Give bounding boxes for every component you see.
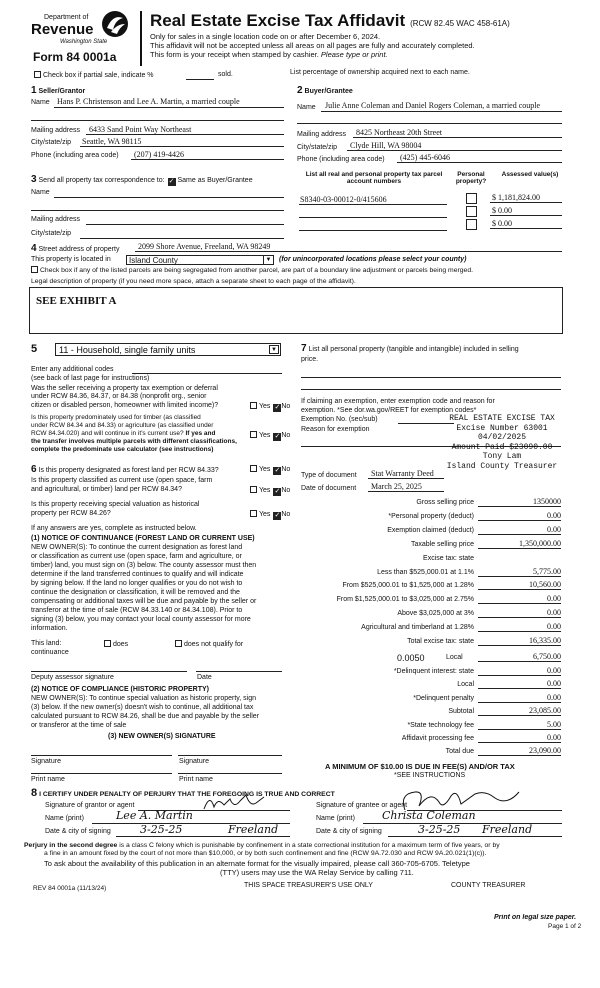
notice-3-title: (3) NEW OWNER(S) SIGNATURE (108, 733, 216, 740)
seller-phone-line (131, 159, 284, 160)
grantee-name-line (363, 823, 562, 824)
calc-label: From $525,000.01 to $1,525,000 at 1.28% (342, 582, 474, 590)
same-as-buyer-checkbox[interactable]: ✓ (168, 178, 175, 185)
assessed-line-1 (490, 202, 562, 203)
calc-line (478, 520, 561, 521)
does-option: does (104, 640, 128, 649)
calc-value[interactable]: 10,560.00 (529, 580, 561, 590)
header-note-2: This affidavit will not be accepted unless all areas on all pages are fully and accurately completed. (150, 41, 475, 50)
personal-property-checkbox-3[interactable] (466, 219, 477, 230)
claim-exemption-2: exemption. *See dor.wa.gov/REET for exemption codes* (301, 407, 477, 414)
calc-line (478, 715, 561, 716)
chevron-down-icon: ▼ (269, 345, 279, 354)
partial-sold: sold. (218, 71, 233, 78)
buyer-extra-line (297, 123, 562, 124)
owner-print-line-1 (31, 773, 172, 774)
s2-heading: 2 Buyer/Grantee (297, 85, 353, 96)
seller-city-line (80, 146, 284, 147)
calc-label: *Delinquent penalty (413, 694, 474, 702)
exemption-question-1: Was the seller receiving a property tax exemption or deferral (31, 385, 218, 392)
grantor-signature[interactable] (200, 791, 280, 813)
deputy-date-line (196, 671, 282, 672)
s6-q1-yes-no: Yes ✓No (250, 465, 290, 475)
seller-extra-line (31, 120, 284, 121)
see-back-note: (see back of last page for instructions) (31, 375, 150, 382)
s6-q1-no-checkbox[interactable]: ✓ (274, 467, 281, 474)
chevron-down-icon: ▼ (263, 256, 273, 264)
calc-value[interactable]: 0.00 (547, 510, 561, 520)
grantor-sig-label: Signature of grantor or agent (45, 802, 135, 809)
calc-line (478, 645, 561, 646)
seller-phone-label: Phone (including area code) (31, 152, 119, 159)
timber-question-4: the transfer involves multiple parcels with different classifications, (31, 438, 237, 445)
notice-1-line-10: information. (31, 625, 68, 632)
partial-sale-row: Check box if partial sale, indicate % (34, 71, 154, 80)
buyer-name-label: Name (297, 104, 316, 111)
calc-value[interactable]: 0.00 (547, 679, 561, 689)
seller-name-label: Name (31, 99, 50, 106)
legal-paper-note: Print on legal size paper. (494, 914, 577, 921)
buyer-name-value[interactable]: Julie Anne Coleman and Daniel Rogers Coleman, a married couple (325, 101, 541, 110)
notice-1-line-8: transferor at the time of sale (RCW 84.33.140 or 84.34.108). Prior to (31, 607, 243, 614)
buyer-city-label: City/state/zip (297, 144, 338, 151)
seller-mail-line (86, 134, 284, 135)
calc-line (478, 506, 561, 507)
notice-2-line-3: calculated pursuant to RCW 84.26, shall be due and payable by the seller (31, 713, 260, 720)
s5-number: 5 (31, 343, 38, 355)
s6-q3-line2: property per RCW 84.26? (31, 510, 111, 517)
partial-pct-line (186, 79, 214, 80)
calc-value[interactable]: 23,090.00 (529, 746, 561, 756)
page-number: Page 1 of 2 (548, 923, 582, 930)
personal-list-line-1 (301, 377, 561, 378)
unincorporated-note: (for unincorporated locations please select your county) (279, 256, 467, 263)
s6-q3-line1: Is this property receiving special valuation as historical (31, 501, 200, 508)
calc-value[interactable]: 23,085.00 (529, 706, 561, 716)
calc-label: Gross selling price (416, 499, 474, 506)
local-rate-label: Local (446, 654, 463, 661)
buyer-name-line (321, 111, 562, 112)
personal-col-header: Personal property? (455, 171, 487, 186)
calc-label: Total excise tax: state (407, 638, 474, 645)
buyer-mail-label: Mailing address (297, 131, 347, 138)
calc-value[interactable]: 0.00 (547, 608, 561, 618)
assessed-value-2[interactable]: $ 0.00 (492, 206, 512, 215)
notice-2-line-2: (3) below. If the new owner(s) doesn't wish to continue, all additional tax (31, 704, 254, 711)
deputy-sig-line (31, 671, 187, 672)
notice-2-title: (2) NOTICE OF COMPLIANCE (HISTORIC PROPERTY) (31, 686, 209, 693)
grantor-name-label: Name (print) (45, 815, 84, 822)
grantee-date-hand[interactable]: 3-25-25 (418, 823, 461, 836)
header-note-3: This form is your receipt when stamped by cashier. Please type or print. (150, 50, 388, 59)
buyer-city-value[interactable]: Clyde Hill, WA 98004 (350, 141, 422, 150)
buyer-mail-value[interactable]: 8425 Northeast 20th Street (356, 128, 442, 137)
seller-name-line (54, 107, 284, 108)
s5-q1-yes-no: Yes ✓No (250, 402, 290, 412)
s6-q1: 6 Is this property designated as forest land per RCW 84.33? (31, 464, 219, 475)
calc-label: *State technology fee (407, 721, 474, 729)
calc-label: Exemption claimed (deduct) (387, 526, 474, 534)
calc-label: Affidavit processing fee (401, 735, 474, 742)
property-street-value[interactable]: 2099 Shore Avenue, Freeland, WA 98249 (138, 242, 271, 251)
calc-label: *Personal property (deduct) (388, 512, 474, 520)
doc-date-line (368, 491, 444, 492)
notice-1-line-9: signing (3) below, you may contact your local county assessor for more (31, 616, 251, 623)
s6-q2-yes-checkbox[interactable] (250, 486, 257, 493)
timber-question-3: RCW 84.34.020) and will continue in it's current use? If yes and (31, 430, 216, 437)
s8-heading: 8 I CERTIFY UNDER PENALTY OF PERJURY THAT THE FOREGOING IS TRUE AND CORRECT (31, 787, 335, 799)
s3-city-label: City/state/zip (31, 230, 72, 237)
calc-label: Local (457, 681, 474, 689)
grantor-date-label: Date & city of signing (45, 828, 111, 835)
notice-2-line-4: or transferor at the time of sale (31, 722, 127, 729)
exemption-reason-label: Reason for exemption (301, 426, 370, 433)
revenue-wordmark: Revenue (31, 21, 94, 38)
dept-line: Department of (44, 14, 89, 21)
this-land-continuance: continuance (31, 649, 69, 656)
owner-print-label-2: Print name (179, 776, 213, 783)
s6-q3-no-checkbox[interactable]: ✓ (274, 512, 281, 519)
does-not-option: does not qualify for (175, 640, 243, 649)
personal-property-checkbox-2[interactable] (466, 206, 477, 217)
calc-label: Agricultural and timberland at 1.28% (361, 624, 474, 632)
buyer-phone-line (397, 162, 562, 163)
local-rate: 0.0050 (397, 653, 425, 663)
calc-label: Less than $525,000.01 at 1.1% (377, 568, 474, 576)
segregated-row: Check box if any of the listed parcels are being segregated from another parcel, are part of a boundary line adjustment or parcels being merged. (31, 266, 473, 275)
s6-q2-line1: Is this property classified as current use (open space, farm (31, 477, 213, 484)
notice-1-line-6: continue the designation or classification, it will be removed and the (31, 589, 240, 596)
calc-value[interactable]: 1350000 (533, 497, 561, 506)
assessed-value-1[interactable]: $ 1,181,824.00 (492, 193, 540, 202)
buyer-city-line (347, 150, 562, 151)
seller-phone-value[interactable]: (207) 419-4426 (134, 150, 184, 159)
assessed-col-header: Assessed value(s) (501, 171, 559, 178)
grantor-city-hand[interactable]: Freeland (228, 823, 279, 836)
treasurer-receipt-stamp: REAL ESTATE EXCISE TAX Excise Number 63001 04/02/2025 Amount Paid $23090.00 Tony Lam Island County Treasurer (446, 414, 558, 471)
notice-1-line-5: by signing below. If the land no longer qualifies or you do not wish to (31, 580, 243, 587)
calc-line (478, 742, 561, 743)
partial-sale-checkbox[interactable] (34, 71, 41, 78)
parcel-line-1 (299, 204, 447, 205)
assessed-line-3 (490, 228, 562, 229)
if-yes-note: If any answers are yes, complete as instructed below. (31, 525, 197, 532)
doc-type-line (368, 478, 444, 479)
s3-name-line (54, 197, 284, 198)
calc-label: Taxable selling price (410, 540, 474, 548)
legal-description-label: Legal description of property (if you need more space, attach a separate sheet to each page of the affidavit). (31, 278, 356, 285)
calc-value[interactable]: 1,350,000.00 (519, 538, 561, 548)
owner-sig-label-1: Signature (31, 758, 61, 765)
additional-codes-label: Enter any additional codes (31, 366, 114, 373)
owner-sig-line-2 (178, 755, 282, 756)
calc-value[interactable]: 0.00 (547, 692, 561, 702)
located-label: This property is located in (31, 256, 111, 263)
buyer-phone-label: Phone (including area code) (297, 156, 385, 163)
header-note-1: Only for sales in a single location code on or after December 6, 2024. (150, 32, 381, 41)
s4-street-row: 4 Street address of property (31, 243, 120, 254)
s3-heading: 3 Send all property tax correspondence to: ✓ Same as Buyer/Grantee (31, 174, 253, 185)
grantee-name-label: Name (print) (316, 815, 355, 822)
s5-q1-yes-checkbox[interactable] (250, 402, 257, 409)
s7-heading: 7 List all personal property (tangible and intangible) included in selling (301, 343, 519, 354)
s3-city-line (80, 238, 284, 239)
s5-q1-no-checkbox[interactable]: ✓ (274, 404, 281, 411)
notice-1-title: (1) NOTICE OF CONTINUANCE (FOREST LAND OR CURRENT USE) (31, 535, 255, 542)
s6-q2-yes-no: Yes ✓No (250, 486, 290, 496)
grantee-date-label: Date & city of signing (316, 828, 382, 835)
grantee-date-line (388, 836, 562, 837)
s6-q2-no-checkbox[interactable]: ✓ (274, 488, 281, 495)
calc-line (478, 548, 561, 549)
s6-q3-yes-no: Yes ✓No (250, 510, 290, 520)
ownership-note: List percentage of ownership acquired next to each name. (290, 69, 470, 76)
perjury-note-1: Perjury in the second degree is a class C felony which is punishable by confinement in a state correctional institution for a maximum term of five years, or by (24, 842, 500, 849)
calc-label: Total due (445, 748, 474, 756)
minimum-fee-note: A MINIMUM OF $10.00 IS DUE IN FEE(S) AND/OR TAX (325, 762, 515, 771)
s5-q2-no-checkbox[interactable]: ✓ (274, 433, 281, 440)
tty-note: (TTY) users may use the WA Relay Service by calling 711. (220, 868, 414, 877)
doc-type-label: Type of document (301, 472, 357, 479)
calc-line (478, 755, 561, 756)
calc-line (478, 603, 561, 604)
calc-value[interactable]: 0.00 (547, 524, 561, 534)
segregated-checkbox[interactable] (31, 266, 38, 273)
parcel-line-2 (299, 217, 447, 218)
s3-mail-line (86, 224, 284, 225)
use-code-select[interactable]: 11 - Household, single family units ▼ (55, 343, 281, 356)
grantor-date-hand[interactable]: 3-25-25 (140, 823, 183, 836)
notice-1-line-7: compensating or additional taxes will be due and payable by the seller or (31, 598, 257, 605)
s3-name-label: Name (31, 189, 50, 196)
calc-line (478, 729, 561, 730)
form-number: Form 84 0001a (33, 50, 117, 64)
grantee-name-hand[interactable]: Christa Coleman (382, 809, 476, 822)
calc-line (478, 576, 561, 577)
notice-1-line-4: determine if the land transferred continues to qualify and will indicate (31, 571, 244, 578)
seller-name-value[interactable]: Hans P. Christenson and Lee A. Martin, a married couple (57, 97, 240, 106)
doc-date-value[interactable]: March 25, 2025 (371, 482, 422, 491)
legal-description-box[interactable]: SEE EXHIBIT A (29, 287, 563, 334)
calc-value[interactable]: 0.00 (547, 666, 561, 675)
parcel-col-header: List all real and personal property tax parcel account numbers (305, 171, 443, 186)
parcel-number[interactable]: S8340-03-00012-0/415606 (300, 195, 387, 204)
doc-type-value[interactable]: Stat Warranty Deed (371, 469, 434, 478)
page-title: Real Estate Excise Tax Affidavit (RCW 82.45 WAC 458-61A) (150, 11, 510, 30)
s6-q1-yes-checkbox[interactable] (250, 465, 257, 472)
buyer-phone-value[interactable]: (425) 445-6046 (400, 153, 450, 162)
owner-print-line-2 (178, 773, 282, 774)
local-tax-line (478, 661, 561, 662)
claim-exemption-1: If claiming an exemption, enter exemption code and reason for (301, 398, 495, 405)
owner-print-label-1: Print name (31, 776, 65, 783)
does-checkbox[interactable] (104, 640, 111, 647)
calc-value[interactable]: 16,335.00 (529, 636, 561, 645)
personal-list-line-2 (301, 389, 561, 390)
state-line: Washington State (60, 39, 108, 45)
grantor-name-hand[interactable]: Lee A. Martin (116, 809, 193, 822)
treasurer-use-only: THIS SPACE TREASURER'S USE ONLY (244, 882, 373, 889)
see-instructions: *SEE INSTRUCTIONS (394, 772, 466, 779)
owner-sig-label-2: Signature (179, 758, 209, 765)
revenue-logo-icon (101, 10, 129, 38)
calc-value[interactable]: 0.00 (547, 733, 561, 742)
alt-format-note: To ask about the availability of this publication in an alternate format for the visually impaired, please call 360-705-6705. Teletype (44, 859, 470, 868)
calc-value[interactable]: 5,775.00 (533, 566, 561, 576)
notice-1-line-1: NEW OWNER(S): To continue the current designation as forest land (31, 544, 243, 551)
parcel-line-3 (299, 230, 447, 231)
s3-mail-label: Mailing address (31, 216, 81, 223)
property-street-line (135, 251, 562, 252)
notice-1-line-3: timber) land, you must sign on (3) below. The county assessor must then (31, 562, 257, 569)
calc-line (478, 688, 561, 689)
calc-label: Subtotal (448, 708, 474, 716)
s6-q3-yes-checkbox[interactable] (250, 510, 257, 517)
calc-value[interactable]: 0.00 (547, 594, 561, 604)
grantee-city-hand[interactable]: Freeland (482, 823, 533, 836)
calc-label: *Delinquent interest: state (393, 668, 474, 675)
owner-sig-line-1 (31, 755, 172, 756)
timber-question-2: under RCW 84.34 and 84.33) or agriculture (as classified under (31, 422, 214, 429)
calc-line (478, 702, 561, 703)
calc-label: From $1,525,000.01 to $3,025,000 at 2.75% (336, 596, 474, 604)
deputy-sig-label: Deputy assessor signature (31, 674, 114, 681)
calc-line (478, 534, 561, 535)
assessed-value-3[interactable]: $ 0.00 (492, 219, 512, 228)
timber-question-1: Is this property predominately used for timber (as classified (31, 414, 201, 421)
s1-heading: 1 Seller/Grantor (31, 85, 86, 96)
exemption-number-label: Exemption No. (sec/sub) (301, 416, 378, 423)
calc-line (478, 589, 561, 590)
calc-line (478, 617, 561, 618)
grantee-sig-label: Signature of grantee or agent (316, 802, 408, 809)
local-tax-value[interactable]: 6,750.00 (533, 652, 561, 661)
calc-line (478, 631, 561, 632)
seller-mail-value[interactable]: 6433 Sand Point Way Northeast (89, 125, 192, 134)
s6-q2-line2: and agricultural, or timber) land per RCW 84.34? (31, 486, 182, 493)
notice-2-line-1: NEW OWNER(S): To continue special valuation as historic property, sign (31, 695, 256, 702)
county-treasurer: COUNTY TREASURER (451, 882, 526, 889)
perjury-note-2: a fine in an amount fixed by the court of not more than $10,000, or by both such confinement and fine (RCW 9A.72.030 and RCW 9A.20.021(1)(c)). (44, 850, 487, 857)
revision-number: REV 84 0001a (11/13/24) (33, 885, 107, 892)
buyer-mail-line (353, 137, 562, 138)
calc-value[interactable]: 5.00 (547, 719, 561, 729)
calc-label: Excise tax: state (423, 554, 474, 562)
county-select[interactable]: Island County ▼ (126, 255, 274, 265)
personal-property-checkbox-1[interactable] (466, 193, 477, 204)
notice-1-line-2: or classification as current use (open space, farm and agriculture, or (31, 553, 242, 560)
s3-extra-line (31, 210, 284, 211)
assessed-line-2 (490, 215, 562, 216)
calc-line (478, 675, 561, 676)
calc-value[interactable]: 0.00 (547, 622, 561, 632)
seller-city-label: City/state/zip (31, 139, 72, 146)
timber-question-5: complete the predominate use calculator (see instructions) (31, 446, 214, 453)
s7-heading-2: price. (301, 356, 319, 363)
s5-q2-yes-checkbox[interactable] (250, 431, 257, 438)
exemption-question-3: citizen or disabled person, homeowner with limited income)? (31, 402, 219, 409)
seller-mail-label: Mailing address (31, 127, 81, 134)
s5-q2-yes-no: Yes ✓No (250, 431, 290, 441)
seller-city-value[interactable]: Seattle, WA 98115 (82, 137, 142, 146)
this-land-label: This land: (31, 640, 62, 647)
doc-date-label: Date of document (301, 485, 357, 492)
deputy-date-label: Date (197, 674, 212, 681)
calc-label: Above $3,025,000 at 3% (397, 610, 474, 618)
header-divider (140, 11, 142, 66)
additional-codes-line (132, 373, 282, 374)
exemption-question-2: under RCW 84.36, 84.37, or 84.38 (nonprofit org., senior (31, 393, 207, 400)
does-not-checkbox[interactable] (175, 640, 182, 647)
